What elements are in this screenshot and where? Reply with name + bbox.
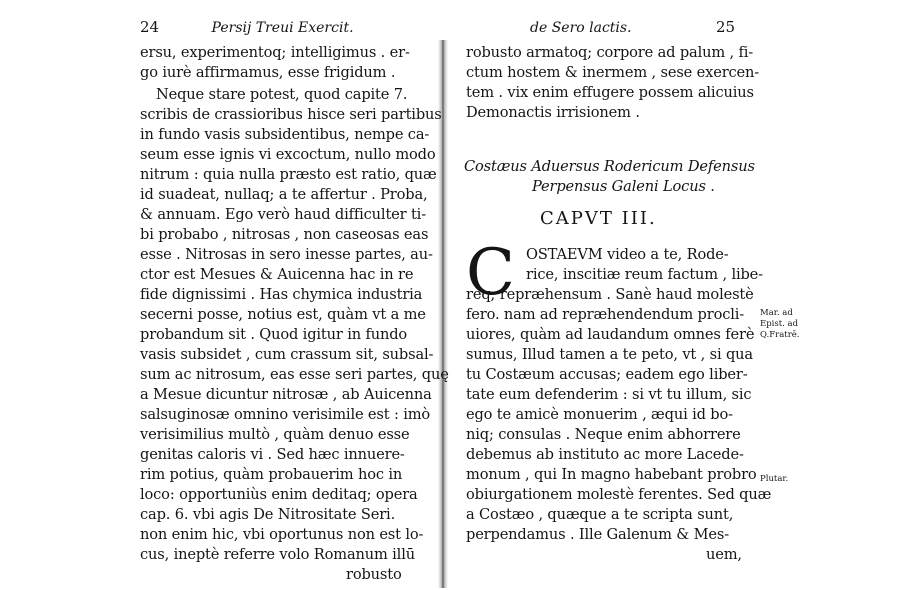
text-line: non enim hic, vbi oportunus non est lo- [140,526,424,543]
text-line: scribis de crassioribus hisce seri partibus [140,106,442,123]
text-line: vasis subsidet , cum crassum sit, subsal- [140,346,434,363]
text-line: go iurè affirmamus, esse frigidum . [140,64,396,81]
text-line: salsuginosæ omnino verisimile est : imò [140,406,431,423]
text-line: & annuam. Ego verò haud difficulter ti- [140,206,426,223]
text-line: perpendamus . Ille Galenum & Mes- [466,526,730,543]
text-line: fero. nam ad repræhendendum procli- [466,306,745,323]
left-running-head: Persij Treui Exercit. [211,20,354,36]
text-line: nitrum : quia nulla præsto est ratio, quæ [140,166,437,183]
text-line: genitas caloris vi . Sed hæc innuere- [140,446,405,463]
text-line: rim potius, quàm probauerim hoc in [140,466,403,483]
text-line: ersu, experimentoq; intelligimus . er- [140,44,410,61]
text-line: OSTAEVM video a te, Rode- [526,246,729,263]
text-line: in fundo vasis subsidentibus, nempe ca- [140,126,430,143]
text-line: probandum sit . Quod igitur in fundo [140,326,408,343]
text-line: seum esse ignis vi excoctum, nullo modo [140,146,436,163]
text-line: rèq; repræhensum . Sanè haud molestè [466,286,754,303]
text-line: tem . vix enim effugere possem alicuius [466,84,754,101]
catchword: uem, [706,546,742,563]
margin-note-line: Epist. ad [760,319,799,329]
text-line: tate eum defenderim : si vt tu illum, sic [466,386,752,403]
text-line: tu Costæum accusas; eadem ego liber- [466,366,748,383]
text-line: cus, ineptè referre volo Romanum illū [140,546,415,563]
text-line: sum ac nitrosum, eas esse seri partes, quę [140,366,449,383]
margin-note-plutarch: Plutar. [760,474,789,484]
text-line: ego te amicè monuerim , æqui id bo- [466,406,733,423]
text-line: a Costæo , quæque a te scripta sunt, [466,506,734,523]
right-page-header [530,18,762,40]
text-line: bi probabo , nitrosas , non caseosas eas [140,226,429,243]
text-line: esse . Nitrosas in sero inesse partes, au- [140,246,433,263]
text-line: verisimilius multò , quàm denuo esse [140,426,410,443]
text-line: uiores, quàm ad laudandum omnes ferè [466,326,755,343]
text-line: loco: opportuniùs enim deditaq; opera [140,486,418,503]
right-page-number: 25 [716,18,736,36]
chapter-heading: CAPVT III. [540,208,657,229]
margin-note-cicero [760,308,800,341]
section-title: Perpensus Galeni Locus . [532,178,715,195]
text-line: obiurgationem molestè ferentes. Sed quæ [466,486,772,503]
text-line: ctor est Mesues & Auicenna hac in re [140,266,414,283]
section-title: Costæus Aduersus Rodericum Defensus [464,158,755,175]
text-line: cap. 6. vbi agis De Nitrositate Seri. [140,506,396,523]
text-line: Demonactis irrisionem . [466,104,640,121]
left-page-header [140,18,440,40]
right-running-head: de Sero lactis. [530,20,632,36]
text-line: sumus, Illud tamen a te peto, vt , si qua [466,346,753,363]
text-line: niq; consulas . Neque enim abhorrere [466,426,741,443]
text-line: ctum hostem & inermem , sese exercen- [466,64,760,81]
text-line: debemus ab instituto ac more Lacede- [466,446,744,463]
text-line: fide dignissimi . Has chymica industria [140,286,423,303]
text-line: secerni posse, notius est, quàm vt a me [140,306,426,323]
text-line: rice, inscitiæ reum factum , libe- [526,266,763,283]
margin-note-line: Q.Fratrē. [760,330,800,340]
text-line: id suadeat, nullaq; a te affertur . Proba, [140,186,428,203]
text-line: Neque stare potest, quod capite 7. [156,86,408,103]
text-line: robusto armatoq; corpore ad palum , fi- [466,44,754,61]
text-line: monum , qui In magno habebant probro [466,466,757,483]
margin-note-line: Mar. ad [760,308,793,318]
left-page-number: 24 [140,18,160,36]
catchword: robusto [346,566,402,583]
drop-cap-initial: C [466,236,515,310]
text-line: a Mesue dicuntur nitrosæ , ab Auicenna [140,386,432,403]
